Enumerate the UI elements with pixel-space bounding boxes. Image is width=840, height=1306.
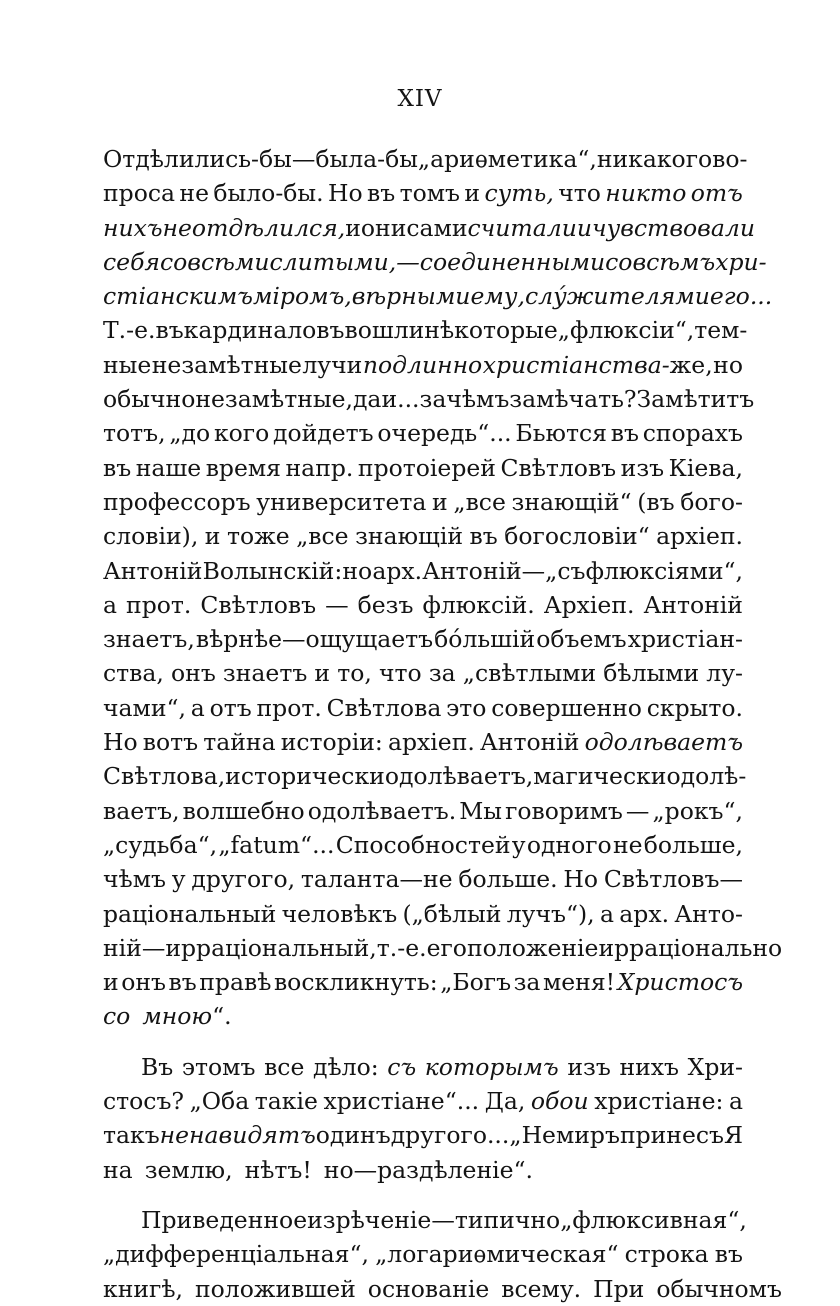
word: а <box>103 590 118 619</box>
word: „до <box>169 419 211 448</box>
word: другого... <box>390 1121 510 1150</box>
word: прот. <box>126 590 192 619</box>
word: богословіи“ <box>504 522 650 551</box>
word: считали <box>467 213 577 242</box>
word: вѣрнѣе—ощущаетъ <box>195 625 434 654</box>
word: Да, <box>484 1087 526 1116</box>
word: міромъ, <box>252 282 352 311</box>
word: незамѣтные, <box>195 385 353 414</box>
word: ирраціонально <box>598 933 783 962</box>
word: никакого <box>596 145 713 173</box>
word: ные <box>103 350 152 379</box>
text-line <box>103 142 748 176</box>
word: Анто- <box>674 899 743 928</box>
word: никто <box>605 179 687 208</box>
word: строка <box>624 1240 709 1269</box>
word: онъ <box>171 659 216 688</box>
word: Свѣтловъ <box>500 453 617 482</box>
word: Антоній <box>103 556 203 585</box>
word: все <box>264 1052 305 1081</box>
word: „fatum“... <box>218 830 335 859</box>
word: этомъ <box>181 1052 256 1081</box>
word: томъ <box>399 179 460 208</box>
word: вошли <box>344 316 425 345</box>
text-line <box>103 794 743 828</box>
word: одолѣ- <box>666 762 747 791</box>
word: зачѣмъ <box>419 385 510 414</box>
text-line <box>103 1237 743 1271</box>
word: — <box>431 1205 455 1234</box>
word: въ <box>168 968 197 997</box>
word: суть, <box>484 179 554 208</box>
word: положившей <box>194 1274 356 1303</box>
word: а <box>599 899 614 928</box>
word: университета <box>256 487 427 516</box>
word: стосъ? <box>103 1087 185 1116</box>
text-line <box>103 1272 782 1306</box>
word: словіи), <box>103 522 199 551</box>
text-line <box>103 554 743 588</box>
word: отдѣлился, <box>191 213 346 242</box>
word: Т.-е. <box>103 316 156 345</box>
text-line <box>103 451 743 485</box>
word-suffix: “. <box>212 1002 232 1031</box>
word: да <box>352 385 382 414</box>
text-line <box>103 588 743 622</box>
word: исторически <box>225 762 385 791</box>
word: воскликнуть: <box>273 968 438 997</box>
word: объемъ <box>536 625 627 654</box>
word: „свѣтлыми <box>462 659 597 688</box>
word: Свѣтлова, <box>103 762 226 791</box>
word: „судьба“, <box>103 830 218 859</box>
word: положеніе <box>466 933 599 962</box>
text-line <box>103 1203 747 1237</box>
word: ему, <box>470 282 525 311</box>
word: „Богъ <box>440 968 512 997</box>
word: магически <box>533 762 667 791</box>
word: такіе <box>254 1087 318 1116</box>
word: напр. <box>285 453 354 482</box>
word: стіанскимъ <box>103 282 253 311</box>
word: но <box>713 350 743 379</box>
word: такъ <box>103 1121 160 1150</box>
word: бѣлыми <box>603 659 700 688</box>
word: не <box>179 179 209 208</box>
word: принесъ <box>619 1121 724 1150</box>
word: основаніе <box>367 1274 490 1303</box>
word: но <box>342 556 373 585</box>
text-line <box>103 279 773 313</box>
text-line <box>103 622 743 656</box>
word: знаетъ <box>222 659 308 688</box>
word: землю, <box>144 1155 233 1184</box>
word: лучъ“), <box>506 899 595 928</box>
word: всѣмъ <box>632 247 716 276</box>
word: Отдѣлились-бы—была-бы <box>103 145 418 173</box>
word: прот. <box>256 693 322 722</box>
word: и <box>432 487 448 516</box>
word: „ариѳметика“, <box>417 145 597 173</box>
word: (въ <box>637 487 675 516</box>
word: себя <box>103 247 160 276</box>
word: что <box>379 659 422 688</box>
word: ства, <box>103 659 164 688</box>
word: знающій <box>355 522 464 551</box>
body-text <box>103 142 783 1306</box>
word: миръ <box>555 1121 620 1150</box>
word: проса <box>103 179 176 208</box>
word: бо́льшій <box>434 625 536 654</box>
word: которымъ <box>424 1052 559 1081</box>
word: Свѣтловъ <box>200 590 317 619</box>
word: бого- <box>680 487 743 516</box>
word: („бѣлый <box>402 899 502 928</box>
word: сами <box>406 213 468 242</box>
word: Мы <box>459 796 503 825</box>
word: Хри- <box>687 1052 743 1081</box>
word: замѣчать? <box>509 385 637 414</box>
word: подлинно <box>362 350 483 379</box>
word: знаетъ, <box>103 625 195 654</box>
text-line <box>103 691 743 725</box>
word: таланта—не <box>300 865 453 894</box>
word: вотъ <box>142 728 199 757</box>
word: и <box>204 522 221 551</box>
word: — <box>396 247 420 276</box>
paragraph <box>103 142 783 1034</box>
word: Волынскій: <box>202 556 343 585</box>
text-line <box>103 485 743 519</box>
word: всѣми <box>187 247 270 276</box>
word: книгѣ, <box>103 1274 183 1303</box>
word: а <box>728 1087 743 1116</box>
text-line <box>103 1084 743 1118</box>
word: лу- <box>706 659 743 688</box>
word: Свѣтловъ— <box>603 865 743 894</box>
word: Свѣтлова <box>326 693 442 722</box>
word: „Оба <box>189 1087 250 1116</box>
word: съ <box>387 1052 417 1081</box>
word: и <box>576 213 592 242</box>
word: арх. <box>619 899 670 928</box>
word: флюксій. <box>422 590 535 619</box>
word: Но <box>563 865 599 894</box>
text-line <box>103 1153 743 1187</box>
word: нѣкоторые <box>424 316 558 345</box>
text-line <box>103 897 743 931</box>
text-line <box>103 656 743 690</box>
word: совершенно <box>491 693 642 722</box>
word: нихъ <box>103 213 163 242</box>
word: мною“. <box>142 1002 232 1031</box>
word: человѣкъ <box>281 899 398 928</box>
word: Но <box>103 728 138 757</box>
word: и <box>314 659 331 688</box>
word: Архіеп. <box>543 590 635 619</box>
word: христіанства-же, <box>482 350 713 379</box>
word: изъ <box>620 453 665 482</box>
word: вѣрными <box>351 282 471 311</box>
word: ваетъ, <box>103 796 180 825</box>
word: его <box>426 933 467 962</box>
word: со <box>159 247 188 276</box>
word: протоіерей <box>357 453 496 482</box>
text-line <box>103 211 755 245</box>
word: „дифференціальная“, <box>103 1240 369 1269</box>
word: но—раздѣленіе“. <box>323 1155 534 1184</box>
word: у <box>171 865 186 894</box>
text-line <box>103 1118 743 1152</box>
word: слу́жителями <box>524 282 710 311</box>
word: одинъ <box>315 1121 391 1150</box>
word: и <box>464 179 481 208</box>
word: не <box>162 213 192 242</box>
word: его... <box>709 282 773 311</box>
word: не <box>612 830 643 859</box>
word: „все <box>453 487 506 516</box>
word: волшебно <box>182 796 305 825</box>
text-line <box>103 725 743 759</box>
word: исторіи: <box>280 728 383 757</box>
word: слитыми, <box>269 247 397 276</box>
word: изъ <box>567 1052 611 1081</box>
text-line <box>103 828 743 862</box>
word: тоже <box>226 522 290 551</box>
word: въ <box>155 316 184 345</box>
word: — <box>325 590 349 619</box>
word: изрѣченіе <box>307 1205 432 1234</box>
word: тайна <box>203 728 276 757</box>
word: типично <box>454 1205 561 1234</box>
word: Въ <box>141 1052 174 1081</box>
word: Замѣтитъ <box>636 385 755 414</box>
word: въ <box>469 522 498 551</box>
text-line <box>103 931 783 965</box>
word: Христосъ <box>617 968 743 997</box>
word: христіане: <box>594 1087 724 1116</box>
word-suffix: же, <box>669 350 713 379</box>
word: всему. <box>501 1274 582 1303</box>
word: чами“, <box>103 693 186 722</box>
word: При <box>593 1274 645 1303</box>
word: Бьются <box>515 419 607 448</box>
word: со <box>605 247 633 276</box>
word: у <box>511 830 526 859</box>
word: раціональный <box>103 899 277 928</box>
word: правѣ <box>199 968 272 997</box>
word: больше. <box>458 865 558 894</box>
word: скрыто. <box>646 693 743 722</box>
word: онъ <box>121 968 166 997</box>
word: соединенными <box>419 247 606 276</box>
paragraph <box>103 1050 743 1187</box>
word: со <box>103 1002 131 1031</box>
text-line <box>103 382 755 416</box>
word: лучи <box>302 350 363 379</box>
word: очередь“... <box>377 419 512 448</box>
word: архіеп. <box>656 522 743 551</box>
word: тотъ, <box>103 419 166 448</box>
text-line <box>103 999 743 1033</box>
text-line <box>103 965 743 999</box>
word: безъ <box>357 590 414 619</box>
word: Приведенное <box>141 1205 308 1234</box>
word: Антоній <box>643 590 743 619</box>
word: Но <box>327 179 363 208</box>
paragraph-gap <box>103 1034 743 1050</box>
word: Антоній—„съ <box>422 556 586 585</box>
word: „флюксіи“, <box>557 316 695 345</box>
word: спорахъ <box>642 419 743 448</box>
word: отъ <box>690 179 743 208</box>
word: во- <box>712 145 748 173</box>
word: они <box>360 213 407 242</box>
word: кого <box>213 419 270 448</box>
word: христіане“... <box>323 1087 480 1116</box>
word: „рокъ“, <box>652 796 743 825</box>
word: профессоръ <box>103 487 251 516</box>
word: — <box>625 796 650 825</box>
word: арх. <box>372 556 423 585</box>
word: въ <box>367 179 396 208</box>
word: одолѣваетъ, <box>384 762 534 791</box>
word: одолѣваетъ. <box>307 796 457 825</box>
word: отъ <box>209 693 252 722</box>
text-line <box>103 245 767 279</box>
word: незамѣтные <box>151 350 302 379</box>
word: Антоній <box>479 728 580 757</box>
word: архіеп. <box>387 728 475 757</box>
word: за <box>428 659 456 688</box>
word: что <box>558 179 601 208</box>
word: кардиналовъ <box>183 316 345 345</box>
text-line <box>103 862 743 896</box>
word: „все <box>296 522 349 551</box>
word: „Не <box>509 1121 556 1150</box>
paragraph <box>103 1203 782 1306</box>
word: христіан- <box>627 625 743 654</box>
paragraph-gap <box>103 1187 743 1203</box>
word: чѣмъ <box>103 865 166 894</box>
word: и <box>345 213 361 242</box>
word: т.-е. <box>376 933 427 962</box>
word: въ <box>714 1240 743 1269</box>
word: нихъ <box>619 1052 679 1081</box>
text-line <box>103 1050 743 1084</box>
word: обычномъ <box>656 1274 782 1303</box>
word: чувствовали <box>591 213 755 242</box>
word: за <box>513 968 541 997</box>
word: больше, <box>643 830 743 859</box>
word: другого, <box>191 865 296 894</box>
word: въ <box>103 453 132 482</box>
word: нѣтъ! <box>244 1155 312 1184</box>
word: хри- <box>715 247 767 276</box>
word: „флюксивная“, <box>560 1205 747 1234</box>
text-line <box>103 759 747 793</box>
word: знающій“ <box>511 487 632 516</box>
page-number: XIV <box>397 86 443 112</box>
word: и <box>103 968 119 997</box>
word: Я <box>724 1121 743 1150</box>
word: а <box>190 693 205 722</box>
word: время <box>205 453 281 482</box>
word: меня! <box>542 968 616 997</box>
text-line <box>103 176 743 210</box>
word: и... <box>381 385 420 414</box>
word: одолѣваетъ <box>584 728 743 757</box>
word: ній—ирраціональный, <box>103 933 377 962</box>
word: обычно <box>103 385 196 414</box>
word: дойдетъ <box>273 419 374 448</box>
word: наше <box>135 453 202 482</box>
word: „логариѳмическая“ <box>375 1240 619 1269</box>
word: было-бы. <box>213 179 324 208</box>
text-line <box>103 348 743 382</box>
word: въ <box>610 419 639 448</box>
word: то, <box>337 659 372 688</box>
word: это <box>446 693 487 722</box>
word: флюксіями“, <box>585 556 743 585</box>
word: одного <box>526 830 612 859</box>
word: тем- <box>694 316 748 345</box>
word: говоримъ <box>505 796 623 825</box>
word: на <box>103 1155 133 1184</box>
word: Кіева, <box>668 453 743 482</box>
text-line <box>103 519 743 553</box>
word: Способностей <box>335 830 511 859</box>
text-line <box>103 416 743 450</box>
word: обои <box>530 1087 589 1116</box>
text-line <box>103 313 748 347</box>
word: ненавидятъ <box>159 1121 316 1150</box>
word: дѣло: <box>313 1052 379 1081</box>
